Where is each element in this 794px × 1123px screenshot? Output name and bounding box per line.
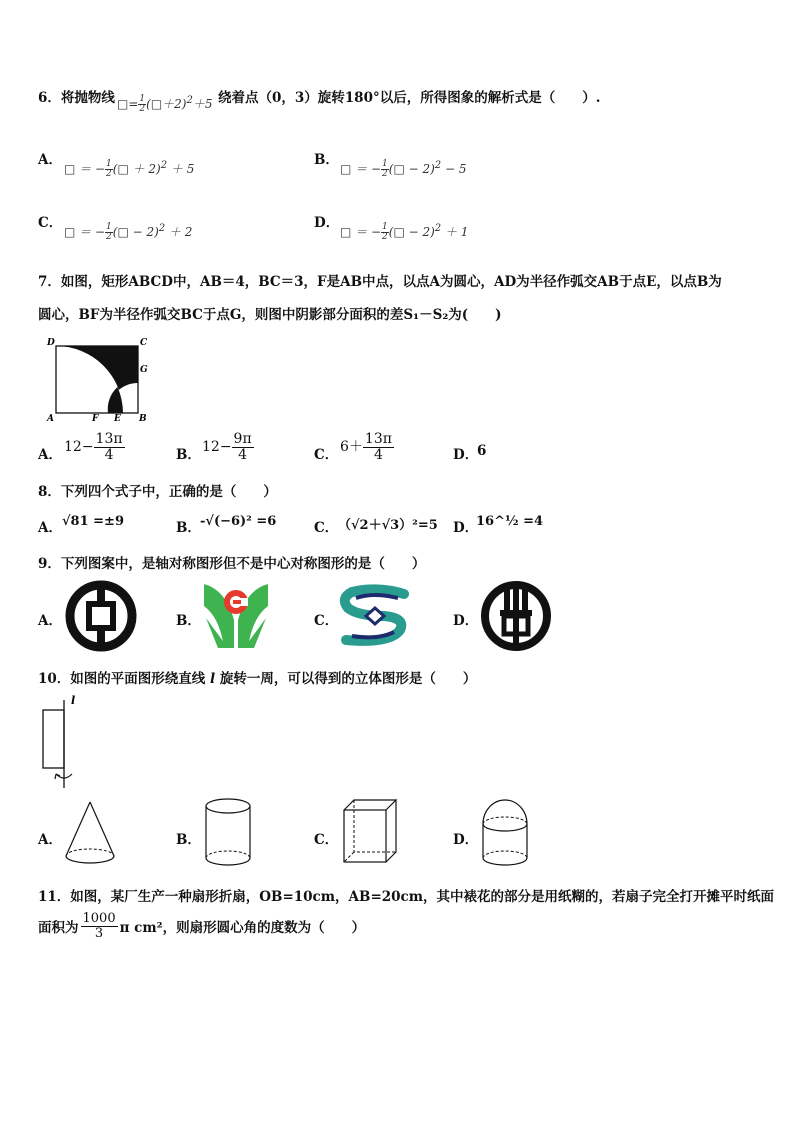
q11-line2 (38, 912, 365, 940)
q7-label-d: D (47, 338, 55, 348)
agri-bank-logo-icon (476, 578, 556, 654)
q7-label-g: G (140, 365, 148, 375)
coin-logo-icon (62, 578, 140, 654)
q7-option-b-label: B． (176, 447, 201, 463)
cuboid-icon (340, 796, 400, 866)
q6-option-c-expr: □ ＝ − $\frac{1}{2}$ (□ − 2)$^2$ ＋ 2 (64, 222, 193, 242)
q7-option-a-label: A． (38, 447, 62, 463)
q11-line1: 11．如图，某厂生产一种扇形折扇，OB=10cm，AB=20cm，其中裱花的部分是用纸糊的，若扇子完全打开摊平时纸面 (38, 889, 775, 905)
leaf-bank-logo-icon (200, 578, 272, 652)
q10-rotation-figure (38, 690, 88, 790)
q7-label-a: A (47, 414, 54, 422)
q7-option-b: 12− $\frac{9\pi}{4}$ (202, 431, 252, 463)
q8-option-a-label: A． (38, 520, 62, 536)
q11-line2-pre: 面积为 (38, 920, 79, 937)
q7-option-c: 6＋ $\frac{13\pi}{4}$ (340, 431, 392, 463)
q6-option-d-label: D． (314, 215, 340, 231)
q9-stem: 9．下列图案中，是轴对称图形但不是中心对称图形的是（ ） (38, 556, 426, 572)
q6-formula: □= $\frac{1}{2}$ (□＋2)$^2$＋5 (117, 94, 213, 114)
q7-label-e: E (114, 414, 121, 422)
cone-icon (62, 798, 118, 868)
q6-option-b-expr: □ ＝ − $\frac{1}{2}$ (□ − 2)$^2$ − 5 (340, 159, 467, 179)
q7-label-b: B (139, 414, 147, 422)
q10-option-a-label: A． (38, 832, 62, 848)
q10-option-d-label: D． (453, 832, 479, 848)
q6-stem-a: 6．将抛物线 (38, 90, 115, 106)
q8-option-c-label: C． (314, 520, 339, 536)
q7-rectangle-figure (44, 336, 150, 422)
q7-option-d: 6 (477, 443, 487, 459)
q10-axis-label: l (71, 694, 76, 707)
q8-stem: 8．下列四个式子中，正确的是（ ） (38, 484, 277, 500)
q8-option-d: 16^½ =4 (476, 514, 544, 529)
q8-option-b-label: B． (176, 520, 201, 536)
q6-option-a-label: A． (38, 152, 62, 168)
q11-line2-post: π cm²，则扇形圆心角的度数为（ ） (119, 920, 366, 937)
q7-line1: 7．如图，矩形ABCD中，AB＝4，BC＝3，F是AB中点，以点A为圆心，AD为半径作弧交AB于点E，以点B为 (38, 274, 722, 290)
q10-option-c-label: C． (314, 832, 339, 848)
q9-option-c-label: C． (314, 613, 339, 629)
s-logo-icon (338, 584, 412, 648)
q8-option-b: -√(−6)² =6 (200, 514, 277, 529)
q9-option-b-label: B． (176, 613, 201, 629)
q8-option-a: √81 =±9 (62, 514, 124, 529)
q10-stem: 10．如图的平面图形绕直线 l 旋转一周，可以得到的立体图形是（ ） (38, 671, 477, 687)
q6-option-a-expr: □ ＝ − $\frac{1}{2}$ (□ ＋ 2)$^2$ ＋ 5 (64, 159, 195, 179)
q9-option-a-label: A． (38, 613, 62, 629)
q7-option-c-label: C． (314, 447, 339, 463)
q7-label-c: C (140, 338, 148, 348)
q7-label-f: F (92, 414, 99, 422)
q7-option-d-label: D． (453, 447, 479, 463)
q6-stem-b: 绕着点（0，3）旋转180°以后，所得图象的解析式是（ ）. (218, 90, 601, 106)
q7-line2: 圆心，BF为半径作弧交BC于点G，则图中阴影部分面积的差S₁－S₂为( ) (38, 307, 502, 323)
q11-fraction: 1000 3 (82, 911, 116, 941)
q6-option-b-label: B． (314, 152, 339, 168)
q7-option-a: 12− $\frac{13\pi}{4}$ (64, 431, 123, 463)
q6-option-c-label: C． (38, 215, 63, 231)
q10-option-b-label: B． (176, 832, 201, 848)
capped-cylinder-icon (478, 796, 532, 870)
q6-option-d-expr: □ ＝ − $\frac{1}{2}$ (□ − 2)$^2$ ＋ 1 (340, 222, 469, 242)
q8-option-c: （√2＋√3）²=5 (338, 518, 438, 533)
q8-option-d-label: D． (453, 520, 479, 536)
q9-option-d-label: D． (453, 613, 479, 629)
cylinder-icon (202, 796, 254, 870)
